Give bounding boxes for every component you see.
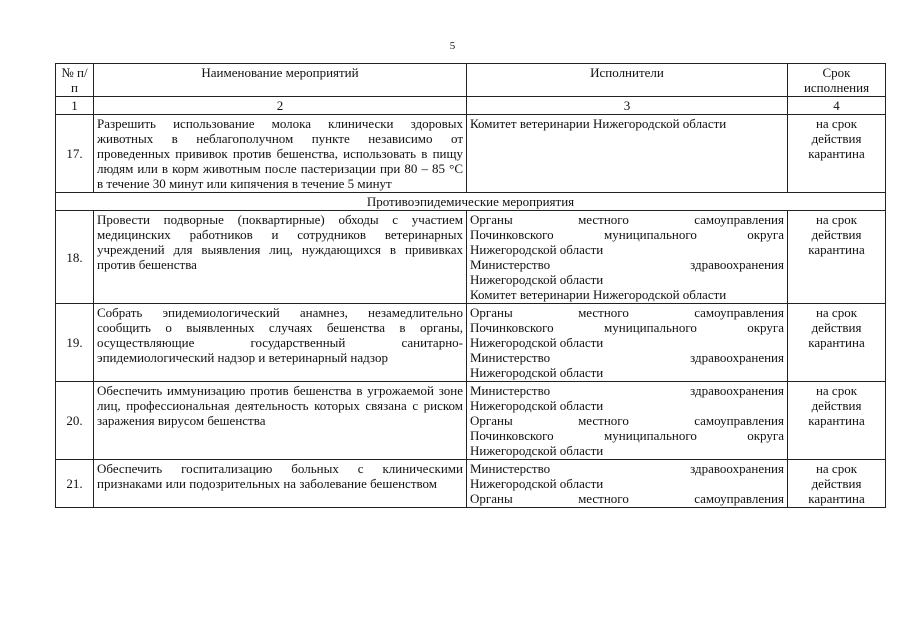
executors-text — [467, 211, 788, 304]
measures-table — [55, 63, 886, 508]
executor-line: Министерство здравоохранения — [470, 383, 784, 398]
section-title: Противоэпидемические мероприятия — [56, 193, 886, 211]
term-text: на срок действия карантина — [788, 115, 886, 193]
index-cell: 2 — [94, 97, 467, 115]
executor-line: Починковского муниципального округа — [470, 227, 784, 242]
executors-text — [467, 460, 788, 508]
section-row — [56, 193, 886, 211]
row-number: 17. — [56, 115, 94, 193]
executor-line: Министерство здравоохранения — [470, 461, 784, 476]
executors-text — [467, 304, 788, 382]
row-number: 21. — [56, 460, 94, 508]
header-name: Наименование мероприятий — [94, 64, 467, 97]
table-row — [56, 460, 886, 508]
executor-line: Нижегородской области — [470, 365, 604, 380]
index-row — [56, 97, 886, 115]
executor-line: Нижегородской области — [470, 335, 604, 350]
index-cell: 4 — [788, 97, 886, 115]
table-row — [56, 115, 886, 193]
page-number: 5 — [449, 40, 456, 52]
executor-line: Починковского муниципального округа — [470, 320, 784, 335]
executor-line: Министерство здравоохранения — [470, 257, 784, 272]
executor-line: Органы местного самоуправления — [470, 212, 784, 227]
executor-line: Починковского муниципального округа — [470, 428, 784, 443]
index-cell: 1 — [56, 97, 94, 115]
row-number: 19. — [56, 304, 94, 382]
header-executors: Исполнители — [467, 64, 788, 97]
executor-line: Органы местного самоуправления — [470, 491, 784, 506]
index-cell: 3 — [467, 97, 788, 115]
executor-line: Нижегородской области — [470, 242, 604, 257]
executors-text: Комитет ветеринарии Нижегородской области — [467, 115, 788, 193]
measure-text: Разрешить использование молока клинически здоровых животных в неблагополучном пункте независимо от проведенных прививок против бешенства, использовать в пищу людям или в корм животным после пастеризации при 80 – 85 °С в течение 30 минут или кипячения в течение 5 минут — [94, 115, 467, 193]
header-term: Срок исполнения — [788, 64, 886, 97]
executor-line: Комитет ветеринарии Нижегородской области — [470, 287, 727, 302]
measure-text: Обеспечить госпитализацию больных с клиническими признаками или подозрительных на заболевание бешенством — [94, 460, 467, 508]
term-text: на срок действия карантина — [788, 211, 886, 304]
executor-line: Органы местного самоуправления — [470, 305, 784, 320]
executor-line: Нижегородской области — [470, 443, 604, 458]
term-text: на срок действия карантина — [788, 304, 886, 382]
executor-line: Нижегородской области — [470, 398, 604, 413]
term-text: на срок действия карантина — [788, 382, 886, 460]
table-row — [56, 304, 886, 382]
executor-line: Органы местного самоуправления — [470, 413, 784, 428]
header-num: № п/п — [56, 64, 94, 97]
table-row — [56, 382, 886, 460]
measure-text: Обеспечить иммунизацию против бешенства в угрожаемой зоне лиц, профессиональная деятельность которых связана с риском заражения вирусом бешенства — [94, 382, 467, 460]
executors-text — [467, 382, 788, 460]
term-text: на срок действия карантина — [788, 460, 886, 508]
table-header-row — [56, 64, 886, 97]
executor-line: Министерство здравоохранения — [470, 350, 784, 365]
row-number: 18. — [56, 211, 94, 304]
table-row — [56, 211, 886, 304]
measure-text: Провести подворные (поквартирные) обходы с участием медицинских работников и сотрудников ветеринарных учреждений для выявления лиц, нуждающихся в прививках против бешенства — [94, 211, 467, 304]
measure-text: Собрать эпидемиологический анамнез, незамедлительно сообщить о выявленных случаях бешенства в органы, осуществляющие государственный санитарно-эпидемиологический надзор и ветеринарный надзор — [94, 304, 467, 382]
executor-line: Нижегородской области — [470, 272, 604, 287]
executor-line: Нижегородской области — [470, 476, 604, 491]
row-number: 20. — [56, 382, 94, 460]
